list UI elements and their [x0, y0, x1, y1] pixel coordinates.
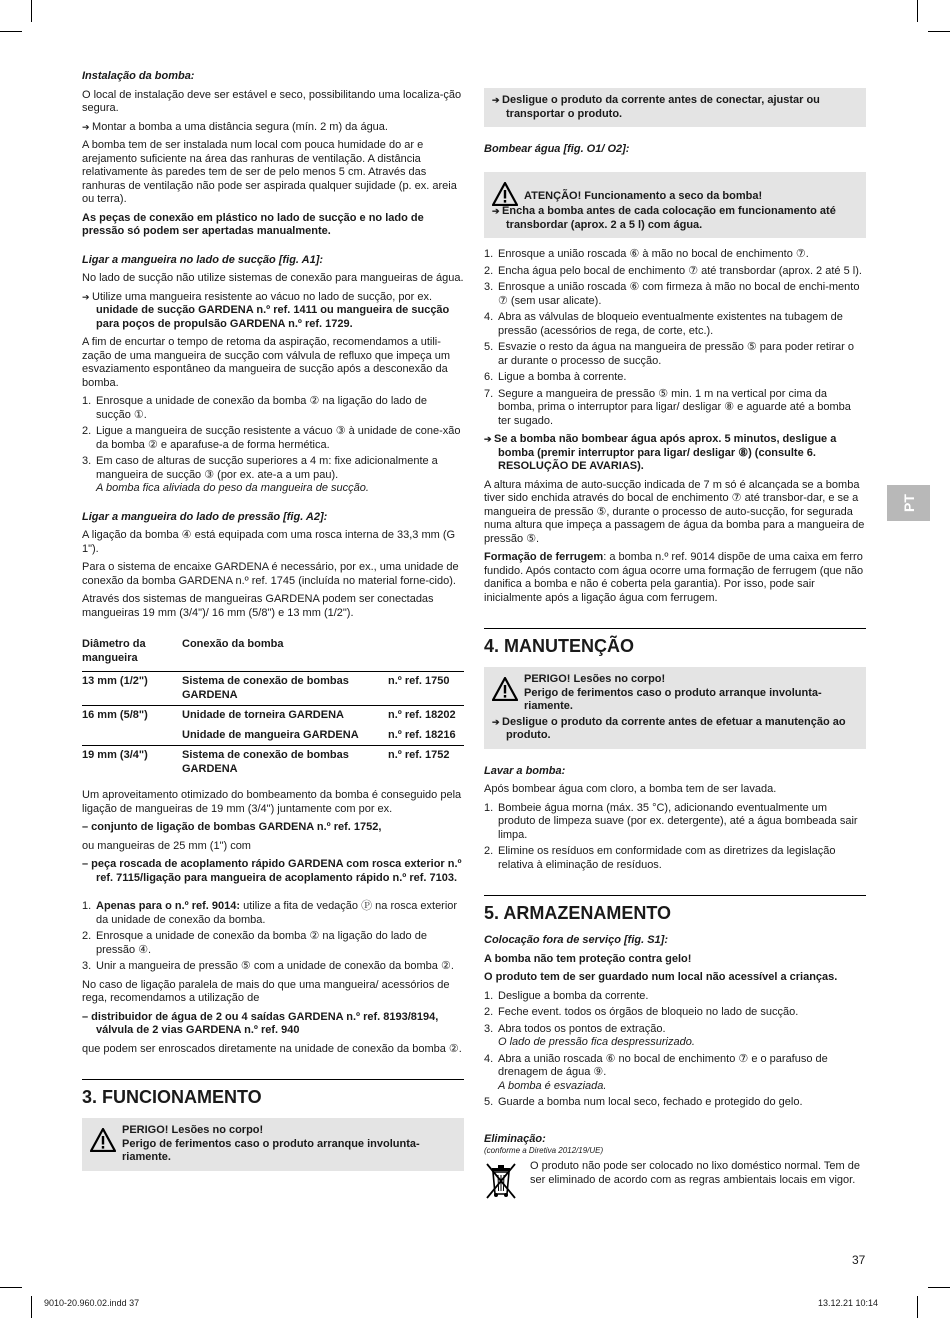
step-number: 2.: [484, 264, 494, 277]
list-item: [82, 425, 464, 452]
step-text: Feche event. todos os órgãos de bloqueio no lado de sucção.: [498, 1006, 799, 1018]
step-number: 4.: [484, 1052, 494, 1065]
step-number: 3.: [484, 1022, 494, 1035]
step-number: 4.: [484, 311, 494, 323]
step-result: A bomba fica aliviada do peso da mangueira de sucção.: [96, 482, 369, 494]
section-title: 4. MANUTENÇÃO: [484, 628, 866, 657]
step-text: Em caso de alturas de sucção superiores a 4 m: fixe adicionalmente a mangueira de sucção ③ (por ex. ate-a a um pau).: [96, 455, 438, 481]
table-header-row: [82, 635, 464, 672]
step-number: 1.: [484, 989, 494, 1002]
warning-triangle-icon: [90, 1128, 116, 1152]
list-item: [484, 388, 866, 429]
list-item: [484, 341, 866, 368]
left-column: [82, 70, 464, 1177]
step-text: Abra a união roscada ⑥ no bocal de enchimento ⑦ e o parafuso de drenagem de água ⑨.: [498, 1052, 828, 1078]
step-number: 3.: [484, 281, 494, 293]
step-number: 1.: [484, 801, 494, 814]
pressure-paragraph: Através dos sistemas de mangueiras GARDENA podem ser conectadas mangueiras 19 mm (3/4")/ 16 mm (5/8") e 13 mm (1/2").: [82, 593, 434, 619]
table-cell: Unidade de torneira GARDENA: [182, 706, 388, 726]
pressure-paragraph: Para o sistema de encaixe GARDENA é necessário, por ex., uma unidade de conexão da bomba GARDENA n.º ref. 1745 (incluída no material forne-cido).: [82, 561, 459, 587]
step-text: Encha água pelo bocal de enchimento ⑦ até transbordar (aprox. 2 até 5 l).: [498, 264, 862, 277]
section-title: 5. ARMAZENAMENTO: [484, 895, 866, 924]
table-cell: 13 mm (1/2"): [82, 672, 182, 706]
danger-instruction: ➔ Desligue o produto da corrente antes de efetuar a manutenção ao produto.: [492, 716, 858, 743]
step-text: Abra as válvulas de bloqueio eventualmente existentes na tubagem de pressão (acessórios de rega, de corte, etc.).: [498, 311, 843, 337]
crop-mark: [31, 0, 32, 22]
table-cell: n.º ref. 18202: [388, 706, 464, 726]
list-item: [484, 1053, 866, 1094]
list-item: [484, 265, 866, 279]
pump-steps: [484, 248, 866, 428]
warning-triangle-icon: [492, 182, 518, 206]
store-steps: [484, 990, 866, 1110]
step-text: Desligue a bomba da corrente.: [498, 989, 649, 1002]
table-cell: Sistema de conexão de bombas GARDENA: [182, 746, 388, 780]
install-heading: Instalação da bomba:: [82, 70, 195, 82]
table-cell: 19 mm (3/4"): [82, 746, 182, 780]
language-tab-label: PT: [900, 494, 917, 512]
install-instruction: ➔ Montar a bomba a uma distância segura (mín. 2 m) da água.: [82, 121, 464, 135]
step-text: Enrosque a unidade de conexão da bomba ② na ligação do lado de pressão ④.: [96, 930, 427, 956]
suction-instruction: [82, 291, 464, 332]
list-item: [484, 802, 866, 843]
page-number: 37: [852, 1253, 866, 1267]
suction-instruction-ref: unidade de sucção GARDENA n.º ref. 1411 ou mangueira de sucção para poços de propulsão GARDENA n.º ref. 1729.: [96, 304, 450, 330]
pump-fail-instruction: ➔ Se a bomba não bombear água após aprox. 5 minutos, desligue a bomba (premir interruptor para ligar/ desligar ⑧) (consulte 6. RESOLUÇÃO DE AVARIAS).: [484, 433, 866, 474]
step-number: 7.: [484, 387, 494, 400]
list-item: [484, 371, 866, 385]
pressure-paragraph: A ligação da bomba ④ está equipada com uma rosca interna de 33,3 mm (G 1").: [82, 529, 456, 555]
table-cell: Sistema de conexão de bombas GARDENA: [182, 672, 388, 706]
step-text: Abra todos os pontos de extração.: [498, 1022, 666, 1035]
step-text: Enrosque a unidade de conexão da bomba ② na ligação do lado de sucção ①.: [96, 395, 427, 421]
list-item: [82, 960, 464, 974]
step-number: 2.: [82, 425, 92, 437]
step-number: 2.: [82, 930, 92, 942]
step-result: A bomba é esvaziada.: [498, 1079, 607, 1092]
table-cell: [82, 726, 182, 746]
pump-heading: Bombear água [fig. O1/ O2]:: [484, 143, 630, 155]
list-item: [82, 455, 464, 496]
step-text: Esvazie o resto da água na mangueira de pressão ⑤ para poder retirar o ar durante o processo de sucção.: [498, 341, 854, 367]
step-text: Unir a mangueira de pressão ⑤ com a unidade de conexão da bomba ②.: [96, 960, 454, 972]
table-cell: Unidade de mangueira GARDENA: [182, 728, 359, 741]
attention-title: ATENÇÃO! Funcionamento a seco da bomba!: [524, 189, 763, 202]
warning-triangle-icon: [492, 677, 518, 701]
crop-mark: [928, 1287, 950, 1288]
list-item: [484, 990, 866, 1004]
rust-text: : a bomba n.º ref. 9014 dispõe de uma caixa em ferro fundido. Após contacto com água ocorre uma formação de ferrugem (que não danifica a bomba e não é coberta pela garantia). Por isso, pode sair inicialmente após a ligação água com ferrugem.: [484, 551, 864, 604]
accessory-item: – distribuidor de água de 2 ou 4 saídas GARDENA n.º ref. 8193/8194, válvula de 2 vias GARDENA n.º ref. 940: [82, 1010, 439, 1036]
disposal-text: O produto não pode ser colocado no lixo doméstico normal. Tem de ser eliminado de acordo com as regras ambientais locais em vigor.: [530, 1160, 860, 1186]
disconnect-box: [484, 88, 866, 127]
step-number: 1.: [484, 248, 494, 260]
wash-heading: Lavar a bomba:: [484, 764, 566, 777]
suction-steps: [82, 395, 464, 496]
store-warning: O produto tem de ser guardado num local não acessível a crianças.: [484, 971, 838, 983]
install-paragraph: A bomba tem de ser instalada num local com pouca humidade do ar e arejamento suficiente na área das ranhuras de ventilação. A distância relativamente às paredes tem de ser de pelo menos 5 cm. Através das ranhuras de ventilação não pode ser aspirada qualquer sujidade (p. ex. areia ou terra).: [82, 139, 457, 205]
optimization-paragraph: Um aproveitamento otimizado do bombeamento da bomba é conseguido pela ligação de mangueiras de 19 mm (3/4") juntamente com por ex.: [82, 789, 462, 815]
connection-steps: [82, 900, 464, 974]
step-number: 6.: [484, 371, 494, 383]
list-item: [82, 930, 464, 957]
table-cell: n.º ref. 1752: [388, 746, 464, 780]
list-item: [484, 845, 866, 872]
step-number: 5.: [484, 1096, 494, 1108]
parallel-paragraph: No caso de ligação paralela de mais do que uma mangueira/ acessórios de rega, recomendamos a utilização de: [82, 978, 450, 1004]
table-row: [82, 726, 464, 746]
install-warning: As peças de conexão em plástico no lado de sucção e no lado de pressão só podem ser apertadas manualmente.: [82, 211, 424, 237]
crop-mark: [928, 31, 950, 32]
table-cell: n.º ref. 1750: [388, 672, 464, 706]
accessory-item: – conjunto de ligação de bombas GARDENA n.º ref. 1752,: [82, 821, 382, 833]
danger-title: PERIGO! Lesões no corpo!: [122, 1124, 264, 1136]
wash-paragraph: Após bombear água com cloro, a bomba tem de ser lavada.: [484, 783, 777, 795]
step-number: 3.: [82, 455, 92, 467]
right-column: [484, 70, 866, 1200]
table-row: [82, 746, 464, 780]
language-tab: [887, 485, 930, 521]
list-item: [82, 900, 464, 927]
step-text: Ligue a mangueira de sucção resistente a vácuo ③ à unidade de cone-xão da bomba ② e aparafuse-a de forma hermética.: [96, 425, 461, 451]
crop-mark: [0, 1287, 22, 1288]
table-cell: 16 mm (5/8"): [82, 706, 182, 726]
print-slug-date: 13.12.21 10:14: [818, 1298, 879, 1308]
attention-box: [484, 172, 866, 239]
disposal-block: [484, 1160, 866, 1200]
install-paragraph: O local de instalação deve ser estável e seco, possibilitando uma localiza-ção segura.: [82, 88, 462, 114]
crop-mark: [917, 0, 918, 22]
parallel-paragraph: que podem ser enroscados diretamente na unidade de conexão da bomba ②.: [82, 1042, 462, 1055]
disposal-directive: (conforme a Diretiva 2012/19/UE): [484, 1146, 604, 1155]
rust-paragraph: [484, 551, 866, 605]
step-text: Guarde a bomba num local seco, fechado e protegido do gelo.: [498, 1096, 803, 1108]
danger-box: [82, 1118, 464, 1171]
table-cell: n.º ref. 18216: [388, 728, 456, 741]
suction-height-paragraph: A altura máxima de auto-sucção indicada de 7 m só é alcançada se a bomba tiver sido enchida através do bocal de enchimento ⑦ até transbor-dar, e se a mangueira de pressão ⑤, durante o processo de auto-sucção, for segurada numa altura que impeça a passagem de água da bomba para a mangueira de pressão ⑤.: [484, 478, 865, 545]
danger-box: [484, 667, 866, 749]
store-heading: Colocação fora de serviço [fig. S1]:: [484, 934, 668, 946]
print-slug-file: 9010-20.960.02.indd 37: [44, 1298, 140, 1308]
list-item: [82, 395, 464, 422]
step-number: 1.: [82, 395, 92, 407]
step-number: 3.: [82, 960, 92, 972]
danger-text: Perigo de ferimentos caso o produto arranque involunta-riamente.: [524, 686, 822, 712]
list-item: [484, 311, 866, 338]
store-warning: A bomba não tem proteção contra gelo!: [484, 952, 692, 965]
table-header: Diâmetro da mangueira: [82, 635, 182, 672]
step-number: 1.: [82, 900, 92, 912]
step-text: Enrosque a união roscada ⑥ com firmeza à mão no bocal de enchi-mento ⑦ (sem usar alicate).: [498, 281, 860, 307]
crop-mark: [31, 1296, 32, 1318]
suction-paragraph: A fim de encurtar o tempo de retoma da aspiração, recomendamos a utili-zação de uma mangueira de sucção com válvula de refluxo que impeça um esvaziamento espontâneo da mangueira de sucção após a desconexão da bomba.: [82, 336, 451, 389]
table-row: [82, 706, 464, 726]
step-number: 5.: [484, 341, 494, 353]
accessory-item: – peça roscada de acoplamento rápido GARDENA com rosca exterior n.º ref. 7115/ligação para mangueira de acoplamento rápido n.º ref. 7103.: [82, 858, 462, 884]
crop-mark: [917, 1296, 918, 1318]
list-item: [484, 1006, 866, 1020]
pressure-heading: Ligar a mangueira do lado de pressão [fig. A2]:: [82, 510, 328, 523]
crop-mark: [0, 31, 22, 32]
disconnect-instruction: ➔ Desligue o produto da corrente antes de conectar, ajustar ou transportar o produto.: [492, 94, 858, 121]
step-text: Elimine os resíduos em conformidade com as diretrizes da legislação relativa à eliminação de resíduos.: [498, 845, 836, 871]
step-number: 2.: [484, 845, 494, 857]
crossed-bin-icon: [484, 1160, 518, 1200]
list-item: [484, 248, 866, 262]
optimization-paragraph: ou mangueiras de 25 mm (1") com: [82, 839, 251, 852]
wash-steps: [484, 802, 866, 873]
table-header: [388, 635, 464, 672]
step-number: 2.: [484, 1006, 494, 1018]
step-text: utilize a fita de vedação Ⓟ na rosca exterior da unidade de conexão da bomba.: [96, 900, 458, 926]
section-title: 3. FUNCIONAMENTO: [82, 1079, 464, 1108]
step-text: Enrosque a união roscada ⑥ à mão no bocal de enchimento ⑦.: [498, 248, 809, 260]
step-text: Segure a mangueira de pressão ⑤ min. 1 m na vertical por cima da bomba, prima o interruptor para ligar/ desligar ⑧ e aguarde até a bomba ter sugado.: [498, 387, 851, 427]
disposal-heading: Eliminação:: [484, 1132, 546, 1145]
hose-connection-table: [82, 635, 464, 779]
attention-instruction: ➔ Encha a bomba antes de cada colocação em funcionamento até transbordar (aprox. 2 a 5 l) com água.: [492, 205, 858, 232]
suction-paragraph: No lado de sucção não utilize sistemas de conexão para mangueiras de água.: [82, 272, 464, 284]
step-result: O lado de pressão fica despressurizado.: [498, 1036, 695, 1048]
list-item: [484, 1023, 866, 1050]
step-emphasis: Apenas para o n.º ref. 9014:: [96, 900, 241, 912]
suction-instruction-text: Utilize uma mangueira resistente ao vácuo no lado de sucção, por ex.: [92, 290, 433, 303]
step-text: Ligue a bomba à corrente.: [498, 371, 627, 383]
danger-text: Perigo de ferimentos caso o produto arranque involunta-riamente.: [122, 1137, 420, 1163]
list-item: [484, 281, 866, 308]
step-text: Bombeie água morna (máx. 35 °C), adicionando eventualmente um produto de limpeza suave (por ex. detergente), até a água bombeada sair limpa.: [498, 801, 858, 841]
table-row: [82, 672, 464, 706]
rust-label: Formação de ferrugem: [484, 551, 604, 563]
suction-heading: Ligar a mangueira no lado de sucção [fig. A1]:: [82, 253, 324, 266]
danger-title: PERIGO! Lesões no corpo!: [524, 673, 666, 685]
list-item: [484, 1096, 866, 1110]
table-header: Conexão da bomba: [182, 635, 388, 672]
